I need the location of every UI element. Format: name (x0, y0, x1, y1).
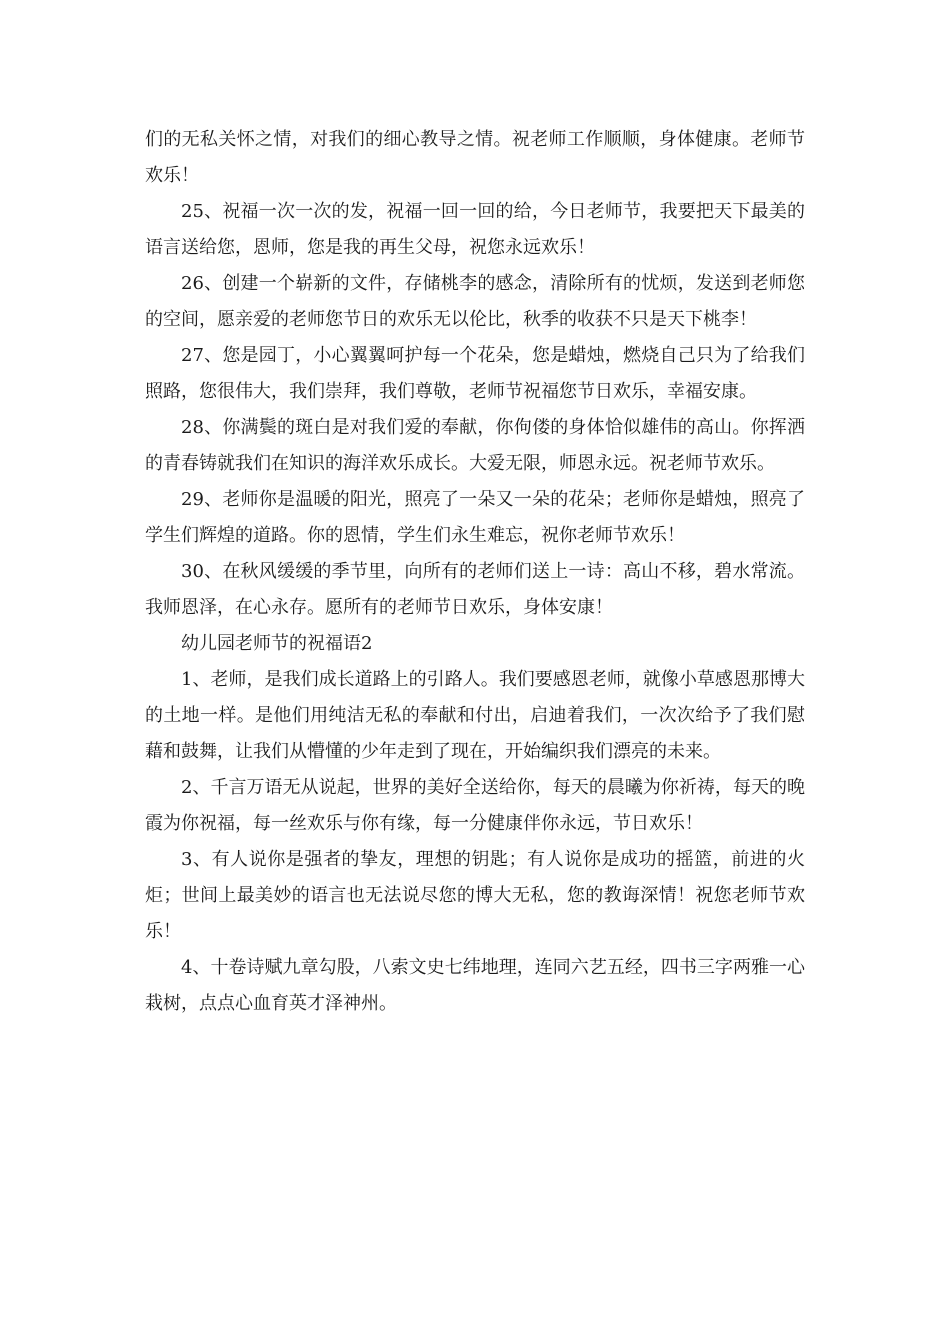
paragraph-continuation: 们的无私关怀之情，对我们的细心教导之情。祝老师工作顺顺，身体健康。老师节欢乐！ (145, 129, 805, 186)
section-heading: 幼儿园老师节的祝福语2 (181, 633, 373, 654)
paragraph-blessing-1: 1、老师，是我们成长道路上的引路人。我们要感恩老师，就像小草感恩那博大的土地一样。是他们用纯洁无私的奉献和付出，启迪着我们，一次次给予了我们慰藉和鼓舞，让我们从懵懂的少年走到了现在，开始编织我们漂亮的未来。 (145, 669, 805, 762)
paragraph-blessing-30: 30、在秋风缓缓的季节里，向所有的老师们送上一诗：高山不移，碧水常流。我师恩泽，在心永存。愿所有的老师节日欢乐，身体安康！ (145, 561, 805, 618)
document-page (145, 122, 805, 1022)
paragraph-blessing-2: 2、千言万语无从说起，世界的美好全送给你，每天的晨曦为你祈祷，每天的晚霞为你祝福，每一丝欢乐与你有缘，每一分健康伴你永远，节日欢乐！ (145, 777, 805, 834)
paragraph-blessing-27: 27、您是园丁，小心翼翼呵护每一个花朵，您是蜡烛，燃烧自己只为了给我们照路，您很伟大，我们崇拜，我们尊敬，老师节祝福您节日欢乐，幸福安康。 (145, 345, 805, 402)
paragraph-blessing-25: 25、祝福一次一次的发，祝福一回一回的给，今日老师节，我要把天下最美的语言送给您，恩师，您是我的再生父母，祝您永远欢乐！ (145, 201, 805, 258)
paragraph-blessing-4: 4、十卷诗赋九章勾股，八索文史七纬地理，连同六艺五经，四书三字两雅一心栽树，点点心血育英才泽神州。 (145, 957, 805, 1014)
paragraph-blessing-26: 26、创建一个崭新的文件，存储桃李的感念，清除所有的忧烦，发送到老师您的空间，愿亲爱的老师您节日的欢乐无以伦比，秋季的收获不只是天下桃李！ (145, 273, 805, 330)
paragraph-blessing-28: 28、你满鬓的斑白是对我们爱的奉献，你佝偻的身体恰似雄伟的高山。你挥洒的青春铸就我们在知识的海洋欢乐成长。大爱无限，师恩永远。祝老师节欢乐。 (145, 417, 805, 474)
paragraph-blessing-3: 3、有人说你是强者的挚友，理想的钥匙；有人说你是成功的摇篮，前进的火炬；世间上最美妙的语言也无法说尽您的博大无私，您的教诲深情！祝您老师节欢乐！ (145, 849, 805, 942)
paragraph-blessing-29: 29、老师你是温暖的阳光，照亮了一朵又一朵的花朵；老师你是蜡烛，照亮了学生们辉煌的道路。你的恩情，学生们永生难忘，祝你老师节欢乐！ (145, 489, 805, 546)
